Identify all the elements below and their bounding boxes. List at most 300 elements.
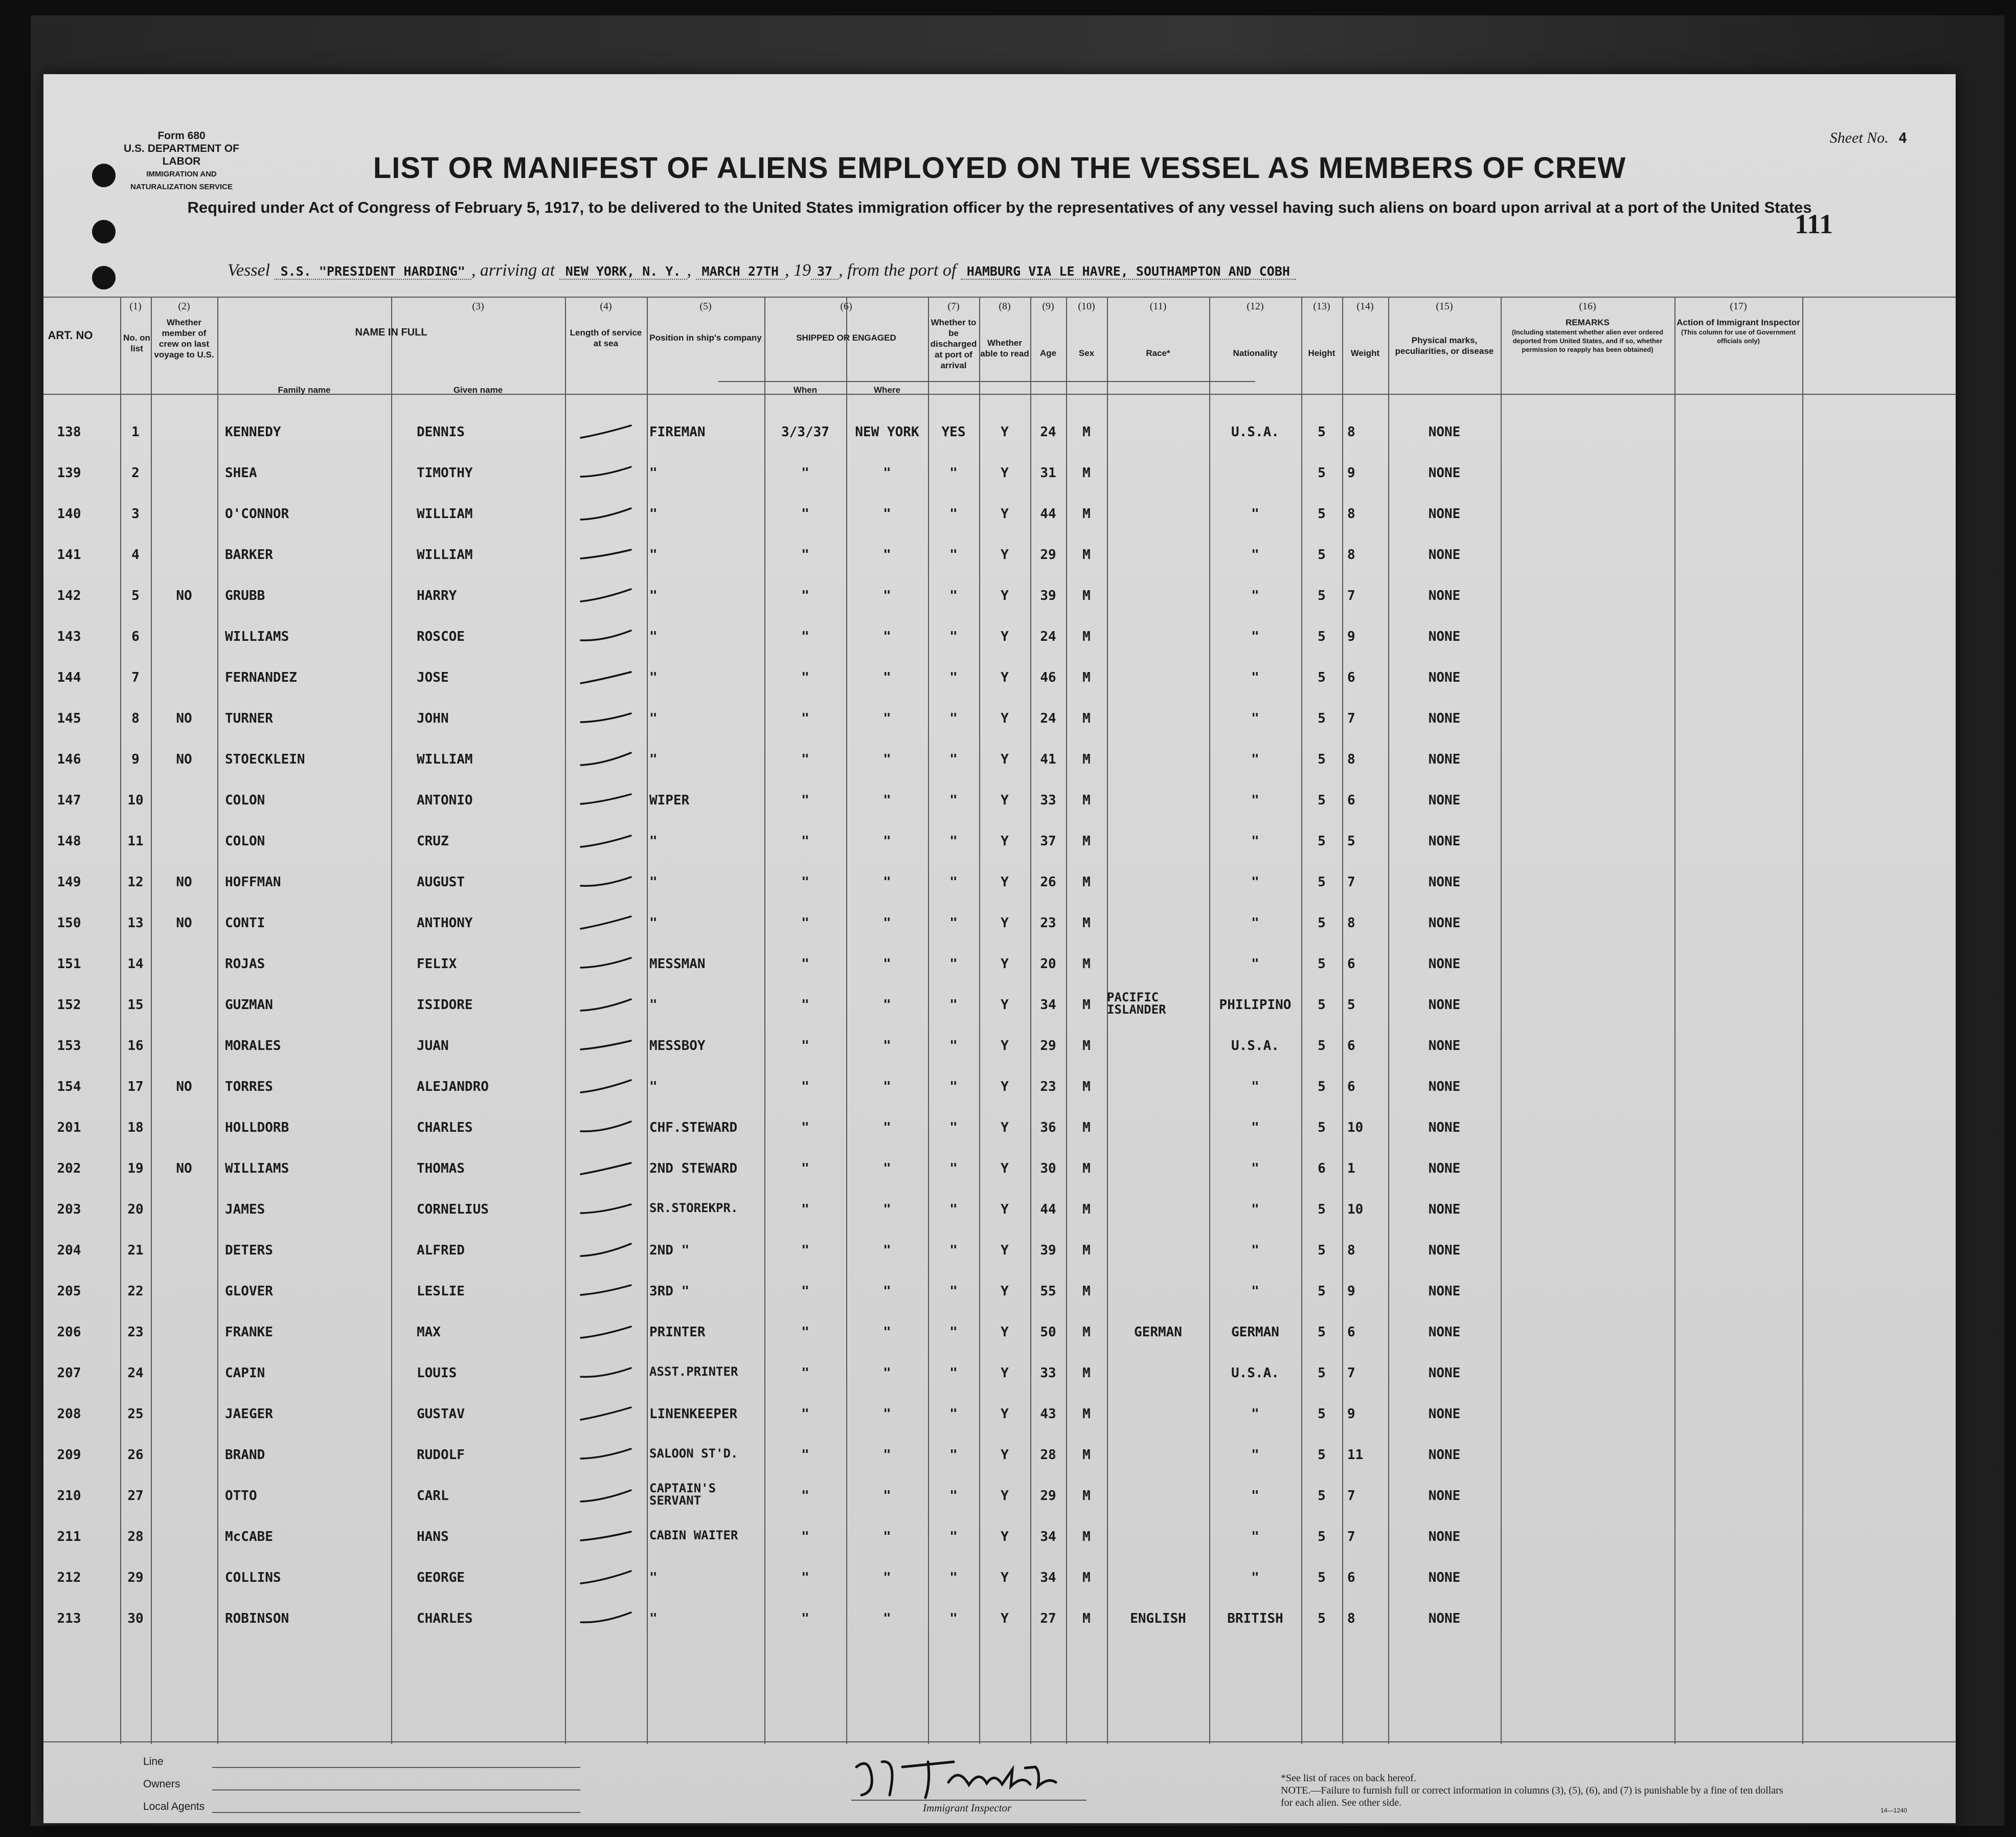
height: 5 [1318, 997, 1326, 1013]
table-row [43, 501, 1956, 527]
weight: 6 [1347, 1038, 1355, 1054]
able-read: Y [1001, 1243, 1009, 1258]
physical-marks: NONE [1428, 1365, 1461, 1381]
discharged: " [949, 1202, 958, 1217]
shipped-where: " [883, 793, 891, 808]
family-name: COLLINS [225, 1570, 281, 1585]
service-tick-mark [578, 1201, 634, 1218]
list-no: 9 [131, 752, 140, 767]
height: 5 [1318, 956, 1326, 972]
service-tick-mark [578, 669, 634, 686]
art-no: 142 [57, 588, 81, 603]
art-no: 205 [57, 1284, 81, 1299]
shipped-when: " [801, 1284, 809, 1299]
sex: M [1082, 752, 1091, 767]
sheet-label: Sheet No. [1829, 129, 1889, 146]
nationality: U.S.A. [1231, 1038, 1279, 1054]
art-no: 152 [57, 997, 81, 1013]
nationality: GERMAN [1231, 1325, 1279, 1340]
art-no: 202 [57, 1161, 81, 1176]
position: " [649, 629, 658, 644]
penalty-note: NOTE.—Failure to furnish full or correct information in columns (3), (5), (6), and (7) is punishable by a fine of ten dollars for each alien. See other side. [1281, 1785, 1783, 1808]
column-number: (10) [1078, 301, 1095, 312]
height: 5 [1318, 1488, 1326, 1504]
height: 5 [1318, 1406, 1326, 1422]
given-name: ALFRED [417, 1243, 465, 1258]
sex: M [1082, 834, 1091, 849]
service-tick-mark [578, 1160, 634, 1177]
inspector-label: Immigrant Inspector [923, 1802, 1012, 1814]
physical-marks: NONE [1428, 752, 1461, 767]
art-no: 210 [57, 1488, 81, 1504]
shipped-where: " [883, 629, 891, 644]
physical-marks: NONE [1428, 834, 1461, 849]
family-name: GLOVER [225, 1284, 273, 1299]
weight: 10 [1347, 1202, 1364, 1217]
given-name: WILLIAM [417, 506, 473, 522]
sex: M [1082, 1488, 1091, 1504]
service-tick-mark [578, 1610, 634, 1627]
table-row [43, 1442, 1956, 1468]
physical-marks: NONE [1428, 1202, 1461, 1217]
race [1107, 747, 1209, 772]
sex: M [1082, 997, 1091, 1013]
family-name: JAMES [225, 1202, 265, 1217]
height: 5 [1318, 1447, 1326, 1463]
list-no: 19 [127, 1161, 144, 1176]
year-prefix: , 19 [785, 261, 811, 280]
position: " [649, 1570, 658, 1585]
given-name: THOMAS [417, 1161, 465, 1176]
shipped-where: " [883, 1161, 891, 1176]
sex: M [1082, 506, 1091, 522]
column-number: (13) [1313, 301, 1330, 312]
nationality: " [1251, 1447, 1259, 1463]
height: 5 [1318, 1079, 1326, 1094]
member-last-voyage [151, 665, 217, 690]
given-name: AUGUST [417, 875, 465, 890]
able-read: Y [1001, 629, 1009, 644]
position: " [649, 506, 658, 522]
list-no: 4 [131, 547, 140, 563]
given-name: WILLIAM [417, 752, 473, 767]
weight: 8 [1347, 1243, 1355, 1258]
table-row [43, 1279, 1956, 1304]
member-last-voyage [151, 1606, 217, 1631]
position: CHF.STEWARD [649, 1120, 738, 1135]
physical-marks: NONE [1428, 915, 1461, 931]
physical-marks: NONE [1428, 547, 1461, 563]
shipped-where: " [883, 547, 891, 563]
given-name: LESLIE [417, 1284, 465, 1299]
race [1107, 869, 1209, 895]
table-row [43, 624, 1956, 649]
position: " [649, 465, 658, 481]
physical-marks: NONE [1428, 1161, 1461, 1176]
member-last-voyage [151, 624, 217, 649]
able-read: Y [1001, 793, 1009, 808]
nationality: U.S.A. [1231, 1365, 1279, 1381]
weight: 6 [1347, 956, 1355, 972]
age: 50 [1040, 1325, 1056, 1340]
shipped-when: " [801, 793, 809, 808]
able-read: Y [1001, 506, 1009, 522]
punch-hole [92, 220, 116, 243]
family-name: GRUBB [225, 588, 265, 603]
sex: M [1082, 1038, 1091, 1054]
race [1107, 583, 1209, 609]
family-name: McCABE [225, 1529, 273, 1544]
shipped-when: " [801, 752, 809, 767]
art-no: 144 [57, 670, 81, 685]
shipped-where: " [883, 875, 891, 890]
table-row [43, 1565, 1956, 1590]
age: 28 [1040, 1447, 1056, 1463]
discharged: " [949, 629, 958, 644]
shipped-where: " [883, 834, 891, 849]
art-no: 139 [57, 465, 81, 481]
member-last-voyage [151, 1197, 217, 1222]
sex: M [1082, 629, 1091, 644]
header-no-on-list: No. on list [123, 333, 150, 353]
service-tick-mark [578, 423, 634, 441]
age: 24 [1040, 711, 1056, 726]
family-name: ROJAS [225, 956, 265, 972]
art-no: 207 [57, 1365, 81, 1381]
family-name: WILLIAMS [225, 1161, 289, 1176]
able-read: Y [1001, 1406, 1009, 1422]
service-tick-mark [578, 464, 634, 482]
given-name: TIMOTHY [417, 465, 473, 481]
age: 23 [1040, 915, 1056, 931]
header-member-last-voyage: Whether member of crew on last voyage to U.S. [154, 318, 214, 360]
list-no: 21 [127, 1243, 144, 1258]
family-name: HOLLDORB [225, 1120, 289, 1135]
position: WIPER [649, 793, 690, 808]
position: " [649, 588, 658, 603]
weight: 6 [1347, 1325, 1355, 1340]
service-tick-mark [578, 1119, 634, 1136]
able-read: Y [1001, 915, 1009, 931]
owners-label: Owners [143, 1778, 180, 1790]
discharged: " [949, 670, 958, 685]
given-name: ROSCOE [417, 629, 465, 644]
given-name: GEORGE [417, 1570, 465, 1585]
list-no: 26 [127, 1447, 144, 1463]
nationality: U.S.A. [1231, 424, 1279, 440]
able-read: Y [1001, 752, 1009, 767]
service-tick-mark [578, 914, 634, 932]
column-number: (3) [472, 301, 484, 312]
nationality: " [1251, 506, 1259, 522]
art-no: 213 [57, 1611, 81, 1626]
given-name: GUSTAV [417, 1406, 465, 1422]
race [1107, 460, 1209, 486]
able-read: Y [1001, 834, 1009, 849]
height: 5 [1318, 793, 1326, 808]
weight: 9 [1347, 1406, 1355, 1422]
weight: 6 [1347, 793, 1355, 808]
able-read: Y [1001, 1202, 1009, 1217]
member-last-voyage [151, 1483, 217, 1509]
shipped-where: NEW YORK [855, 424, 919, 440]
nationality: " [1251, 1243, 1259, 1258]
able-read: Y [1001, 1284, 1009, 1299]
nationality: " [1251, 834, 1259, 849]
list-no: 28 [127, 1529, 144, 1544]
race [1107, 1033, 1209, 1059]
height: 5 [1318, 711, 1326, 726]
list-no: 7 [131, 670, 140, 685]
age: 34 [1040, 1570, 1056, 1585]
sheet-value: 4 [1898, 129, 1907, 146]
nationality: " [1251, 670, 1259, 685]
given-name: CHARLES [417, 1611, 473, 1626]
discharged: " [949, 1570, 958, 1585]
list-no: 29 [127, 1570, 144, 1585]
discharged: " [949, 915, 958, 931]
service-tick-mark [578, 751, 634, 768]
physical-marks: NONE [1428, 1120, 1461, 1135]
sex: M [1082, 1243, 1091, 1258]
family-name: FERNANDEZ [225, 670, 297, 685]
weight: 8 [1347, 752, 1355, 767]
discharged: " [949, 834, 958, 849]
shipped-where: " [883, 588, 891, 603]
table-row [43, 542, 1956, 568]
height: 5 [1318, 1120, 1326, 1135]
race [1107, 1524, 1209, 1550]
race: GERMAN [1134, 1325, 1182, 1340]
weight: 8 [1347, 1611, 1355, 1626]
discharged: " [949, 547, 958, 563]
given-name: CARL [417, 1488, 449, 1504]
race: PACIFIC ISLANDER [1107, 990, 1166, 1017]
shipped-where: " [883, 1243, 891, 1258]
sex: M [1082, 424, 1091, 440]
physical-marks: NONE [1428, 1611, 1461, 1626]
age: 26 [1040, 875, 1056, 890]
sex: M [1082, 711, 1091, 726]
art-no: 145 [57, 711, 81, 726]
header-age: Age [1039, 348, 1057, 358]
department-name: U.S. DEPARTMENT OF LABOR [124, 143, 239, 167]
given-name: CRUZ [417, 834, 449, 849]
race [1107, 1442, 1209, 1468]
service-tick-mark [578, 955, 634, 973]
member-last-voyage: NO [176, 588, 192, 603]
table-row [43, 1606, 1956, 1631]
list-no: 25 [127, 1406, 144, 1422]
arrival-date: MARCH 27TH [696, 264, 785, 280]
family-name: CONTI [225, 915, 265, 931]
art-no: 150 [57, 915, 81, 931]
sex: M [1082, 1570, 1091, 1585]
age: 27 [1040, 1611, 1056, 1626]
race [1107, 951, 1209, 977]
family-name: COLON [225, 834, 265, 849]
age: 29 [1040, 1038, 1056, 1054]
nationality: " [1251, 875, 1259, 890]
nationality: BRITISH [1227, 1611, 1283, 1626]
shipped-when: " [801, 1243, 809, 1258]
position: " [649, 547, 658, 563]
nationality: " [1251, 1202, 1259, 1217]
weight: 6 [1347, 1570, 1355, 1585]
shipped-when: " [801, 1529, 809, 1544]
weight: 10 [1347, 1120, 1364, 1135]
age: 43 [1040, 1406, 1056, 1422]
service-tick-mark [578, 1324, 634, 1341]
able-read: Y [1001, 588, 1009, 603]
action-subtitle: (This column for use of Government officials only) [1681, 328, 1796, 345]
table-row [43, 1156, 1956, 1181]
weight: 9 [1347, 465, 1355, 481]
family-name: TORRES [225, 1079, 273, 1094]
position: MESSBOY [649, 1038, 706, 1054]
sex: M [1082, 547, 1091, 563]
discharged: " [949, 1284, 958, 1299]
sex: M [1082, 1406, 1091, 1422]
art-no: 151 [57, 956, 81, 972]
height: 6 [1318, 1161, 1326, 1176]
family-name: DETERS [225, 1243, 273, 1258]
shipped-where: " [883, 1488, 891, 1504]
art-no: 204 [57, 1243, 81, 1258]
height: 5 [1318, 547, 1326, 563]
shipped-where: " [883, 1570, 891, 1585]
action-title: Action of Immigrant Inspector [1677, 318, 1800, 327]
family-name: BRAND [225, 1447, 265, 1463]
given-name: CORNELIUS [417, 1202, 489, 1217]
discharged: " [949, 752, 958, 767]
art-no: 140 [57, 506, 81, 522]
age: 34 [1040, 997, 1056, 1013]
subheader-rule [718, 381, 1255, 382]
shipped-where: " [883, 506, 891, 522]
art-no: 138 [57, 424, 81, 440]
table-row [43, 910, 1956, 936]
shipped-when: " [801, 1365, 809, 1381]
discharged: " [949, 588, 958, 603]
discharged: " [949, 1611, 958, 1626]
table-top-rule [43, 297, 1956, 298]
race [1107, 1238, 1209, 1263]
weight: 11 [1347, 1447, 1364, 1463]
physical-marks: NONE [1428, 1529, 1461, 1544]
shipped-when: " [801, 465, 809, 481]
height: 5 [1318, 1243, 1326, 1258]
nationality: " [1251, 711, 1259, 726]
height: 5 [1318, 875, 1326, 890]
header-name-in-full: NAME IN FULL [355, 327, 427, 338]
shipped-where: " [883, 1079, 891, 1094]
shipped-when: 3/3/37 [781, 424, 829, 440]
weight: 8 [1347, 915, 1355, 931]
sex: M [1082, 1202, 1091, 1217]
table-row [43, 1238, 1956, 1263]
list-no: 24 [127, 1365, 144, 1381]
race [1107, 624, 1209, 649]
race [1107, 788, 1209, 813]
able-read: Y [1001, 1529, 1009, 1544]
nationality: " [1251, 793, 1259, 808]
sex: M [1082, 1325, 1091, 1340]
weight: 7 [1347, 875, 1355, 890]
header-height: Height [1308, 348, 1335, 358]
member-last-voyage [151, 1360, 217, 1386]
weight: 7 [1347, 1365, 1355, 1381]
manifest-sheet [43, 74, 1956, 1823]
position: SALOON ST'D. [649, 1446, 738, 1461]
age: 37 [1040, 834, 1056, 849]
list-no: 27 [127, 1488, 144, 1504]
footnote [1281, 1772, 1792, 1809]
shipped-where: " [883, 915, 891, 931]
family-name: STOECKLEIN [225, 752, 305, 767]
table-row [43, 788, 1956, 813]
weight: 8 [1347, 547, 1355, 563]
header-length-service: Length of service at sea [570, 328, 642, 348]
height: 5 [1318, 1202, 1326, 1217]
service-tick-mark [578, 996, 634, 1014]
height: 5 [1318, 1570, 1326, 1585]
table-row [43, 1074, 1956, 1100]
service-tick-mark [578, 1528, 634, 1545]
header-position: Position in ship's company [649, 333, 762, 343]
header-art-no: ART. NO [48, 329, 93, 342]
table-row [43, 1197, 1956, 1222]
list-no: 6 [131, 629, 140, 644]
art-no: 153 [57, 1038, 81, 1054]
discharged: YES [941, 424, 966, 440]
discharged: " [949, 1325, 958, 1340]
table-row [43, 951, 1956, 977]
position: LINENKEEPER [649, 1406, 738, 1422]
given-name: JUAN [417, 1038, 449, 1054]
weight: 9 [1347, 629, 1355, 644]
column-number: (7) [947, 301, 960, 312]
position: MESSMAN [649, 956, 706, 972]
table-row [43, 828, 1956, 854]
weight: 8 [1347, 506, 1355, 522]
position: CABIN WAITER [649, 1528, 738, 1542]
shipped-when: " [801, 915, 809, 931]
list-no: 2 [131, 465, 140, 481]
sex: M [1082, 1447, 1091, 1463]
position: " [649, 1079, 658, 1094]
race [1107, 1074, 1209, 1100]
family-name: ROBINSON [225, 1611, 289, 1626]
member-last-voyage [151, 1238, 217, 1263]
column-number: (15) [1436, 301, 1453, 312]
member-last-voyage [151, 1565, 217, 1590]
weight: 7 [1347, 1529, 1355, 1544]
art-no: 154 [57, 1079, 81, 1094]
service-tick-mark [578, 628, 634, 645]
list-no: 14 [127, 956, 144, 972]
member-last-voyage [151, 460, 217, 486]
age: 39 [1040, 1243, 1056, 1258]
shipped-where: " [883, 670, 891, 685]
weight: 7 [1347, 1488, 1355, 1504]
age: 29 [1040, 547, 1056, 563]
departure-port: HAMBURG VIA LE HAVRE, SOUTHAMPTON AND COBH [961, 264, 1296, 280]
able-read: Y [1001, 1611, 1009, 1626]
art-no: 143 [57, 629, 81, 644]
weight: 6 [1347, 670, 1355, 685]
age: 46 [1040, 670, 1056, 685]
